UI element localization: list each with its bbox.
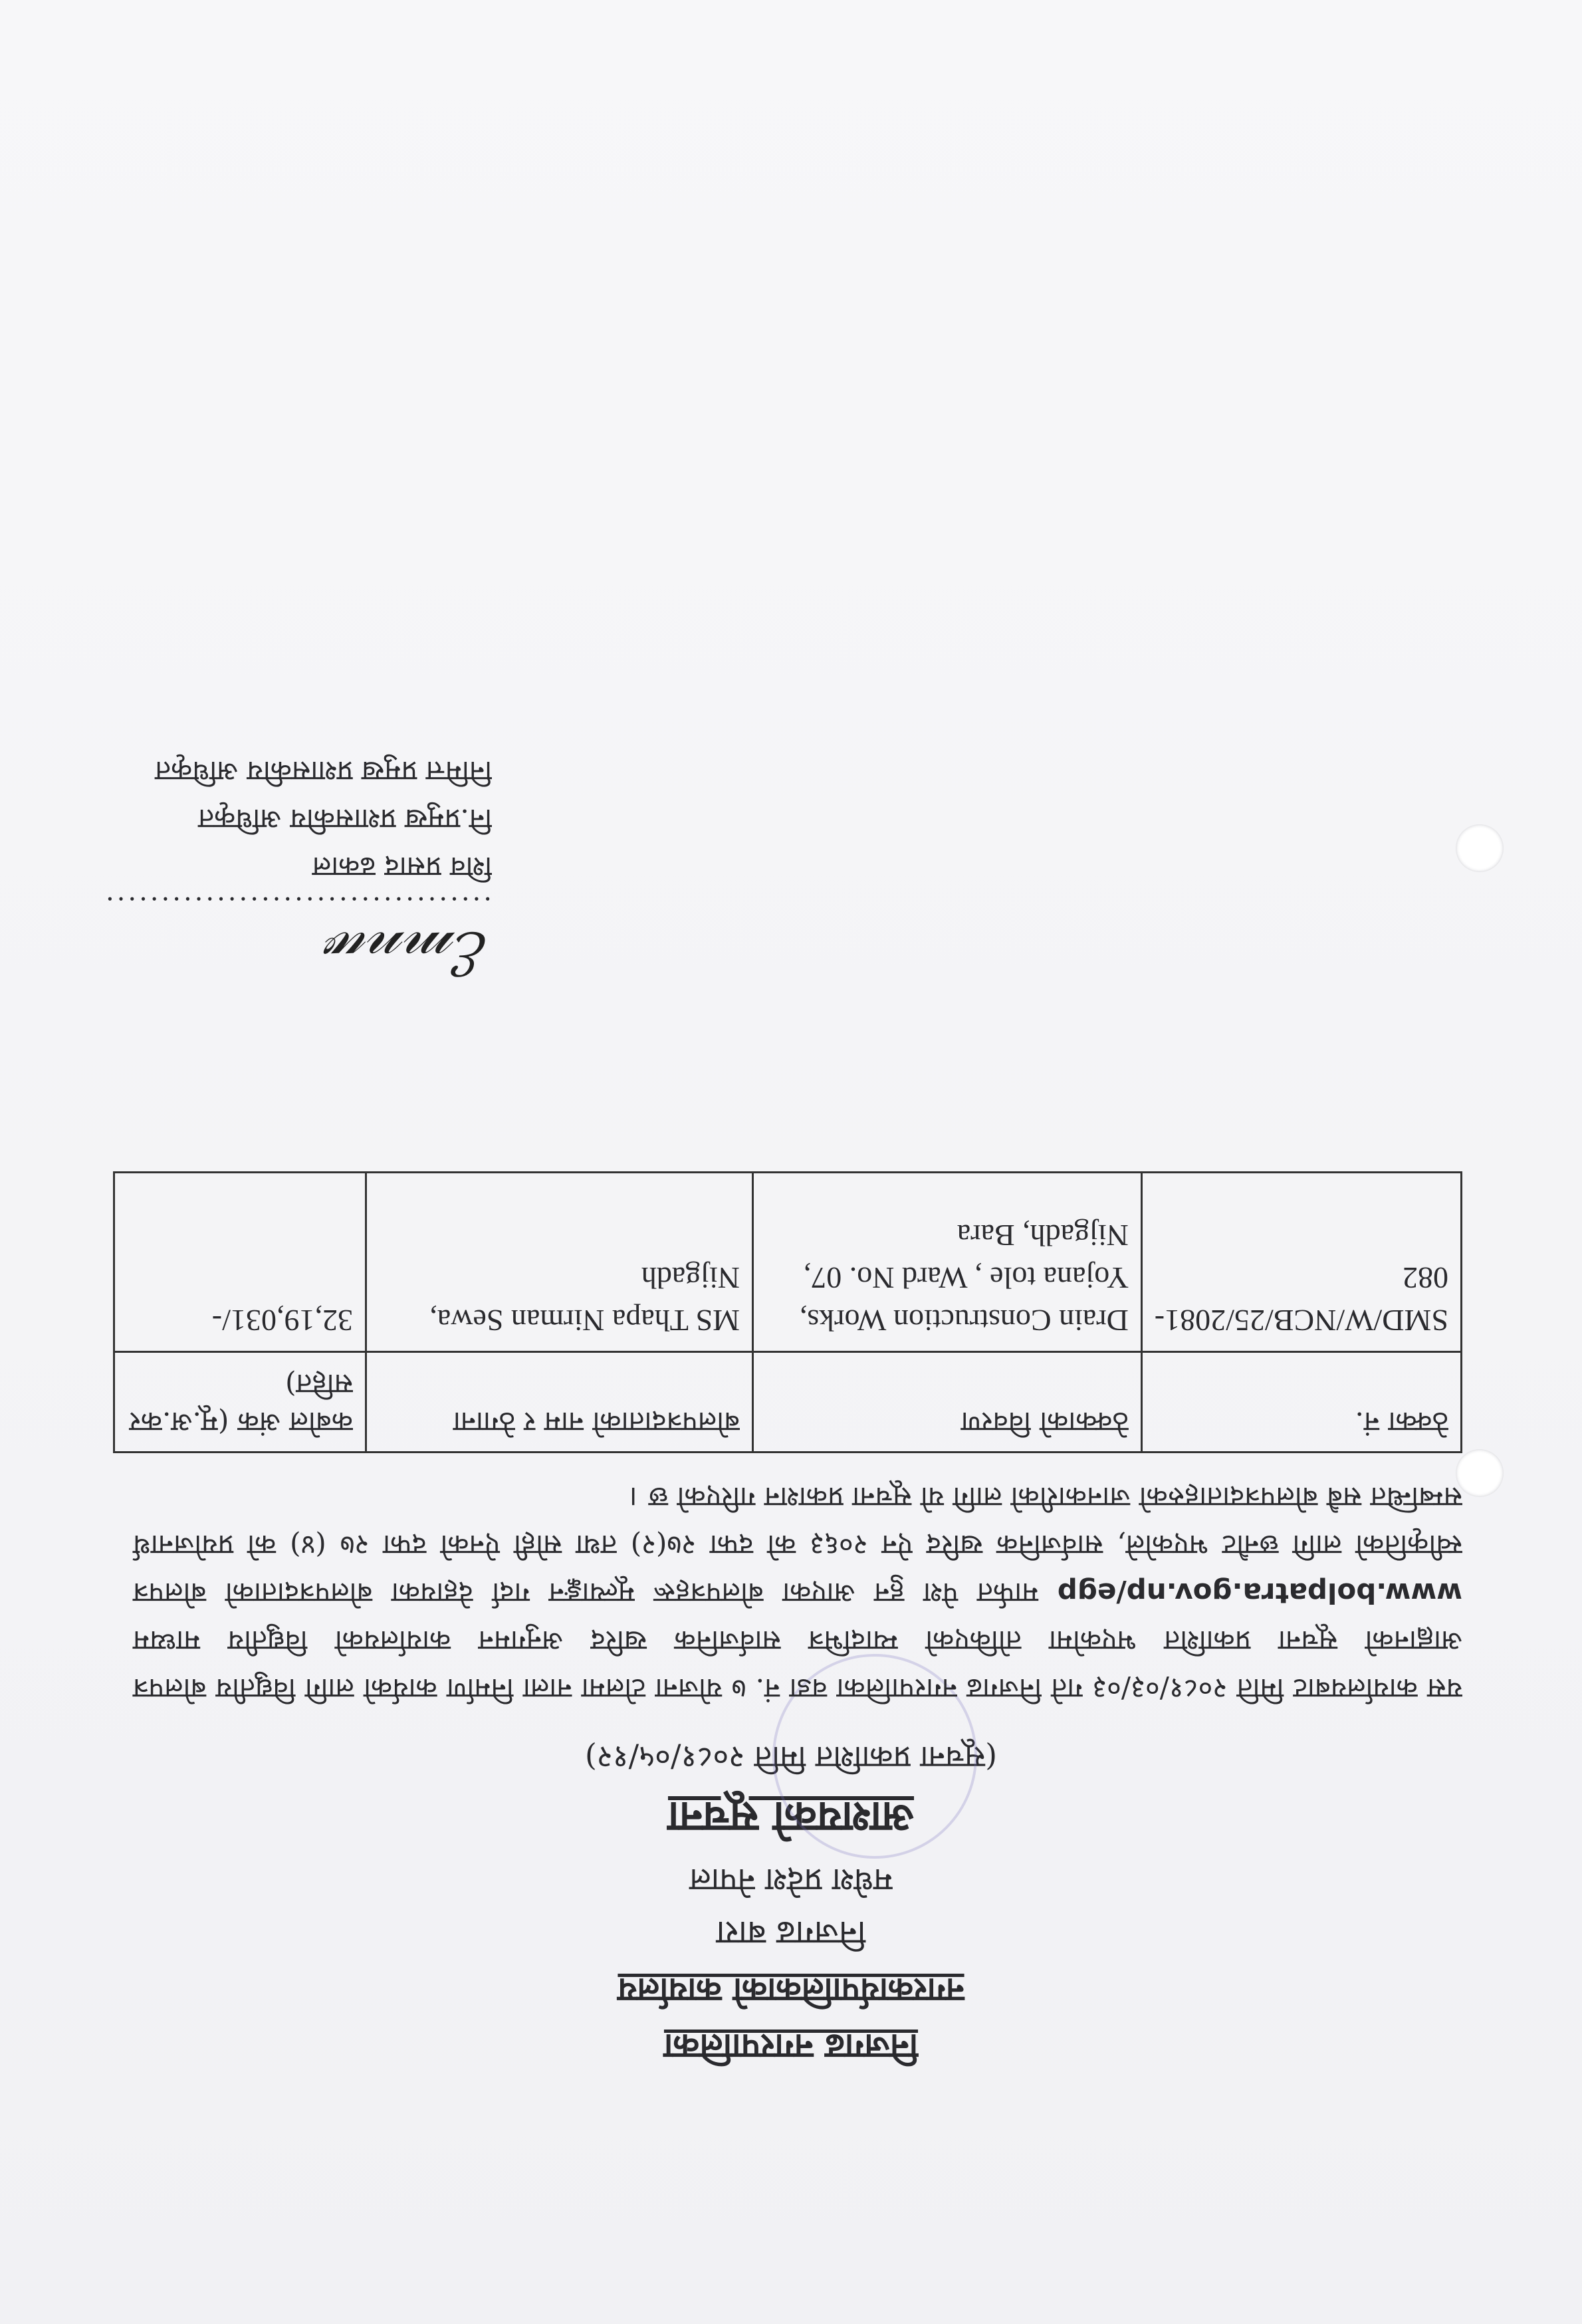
header-contract-no: ठेक्का नं. — [1141, 1352, 1461, 1452]
signatory-title-full: निमित्त प्रमुख प्रशासकीय अधिकृत — [155, 755, 492, 788]
table-header-row — [114, 1352, 1462, 1452]
handwritten-signature: ℰ𝓂𝓃𝓌 — [326, 918, 492, 988]
description-cell: Drain Construction Works, Yojana tole , Ward No. 07, Nijgadh, Bara — [753, 1173, 1142, 1352]
office-name: निजगढ नगरपालिका — [663, 2026, 919, 2067]
signatory-title: नि.प्रमुख प्रशासकीय अधिकृत — [198, 803, 492, 836]
office-province: मधेश प्रदेश नेपाल — [689, 1861, 893, 1899]
award-table — [113, 1171, 1462, 1453]
bidder-cell: MS Thapa Nirman Sewa, Nijgadh — [366, 1173, 752, 1352]
signatory-name: शिव प्रसाद ढकाल — [312, 851, 492, 883]
notice-text-part2: मार्फत पेश हुन आएका बोलपत्रहरू मूल्याङ्कन गर्दा देहायका बोलपत्रदाताको बोलपत्र स्वीकृतिको लागि छनौट भएकोले, सार्वजनिक खरिद ऐन २०६३ को दफा २७(२) तथा सोही ऐनको दफा २७ (४) को प्रयोजनार्थ सम्बन्धित सबै बोलपत्रदाताहरुको जानकारीको लागि यो सूचना प्रकाशन गरिएको छ । — [133, 1481, 1462, 1609]
notice-body — [133, 1473, 1462, 1712]
notice-title: आशयको सूचना — [667, 1792, 915, 1842]
office-subtitle: नगरकार्यपालिकाको कार्यालय — [618, 1971, 964, 2010]
header-amount: कबोल अंक (मू.अ.कर सहित) — [114, 1352, 366, 1452]
publish-date: (सूचना प्रकाशित मिति २०८१/०५/१२) — [584, 1740, 998, 1776]
amount-cell: 32,19,031/- — [114, 1173, 366, 1352]
signature-block — [102, 747, 492, 988]
header-bidder: बोलपत्रदाताको नाम र ठेगाना — [366, 1352, 752, 1452]
header-description: ठेक्काको विवरण — [753, 1352, 1142, 1452]
office-place: निजगढ बारा — [716, 1914, 866, 1952]
egp-url: www.bolpatra.gov.np/egp — [1057, 1577, 1462, 1609]
table-row — [114, 1173, 1462, 1352]
notice-text-part1: यस कार्यालयबाट मिति २०८१/०३/०३ गते निजगढ नगरपालिका वडा नं. ७ योजना टोलमा नाला निर्माण कार्यको लागि विद्युतीय बोलपत्र आह्वानको सूचना प्रकाशित भएकोमा तोकिएको म्यादभित्र सार्वजनिक खरिद अनुगमन कार्यालयको विद्युतीय माध्यम — [132, 1625, 1462, 1705]
contract-no-cell: SMD/W/NCB/25/2081-082 — [1141, 1173, 1461, 1352]
signature-line: ................................... — [102, 891, 492, 921]
